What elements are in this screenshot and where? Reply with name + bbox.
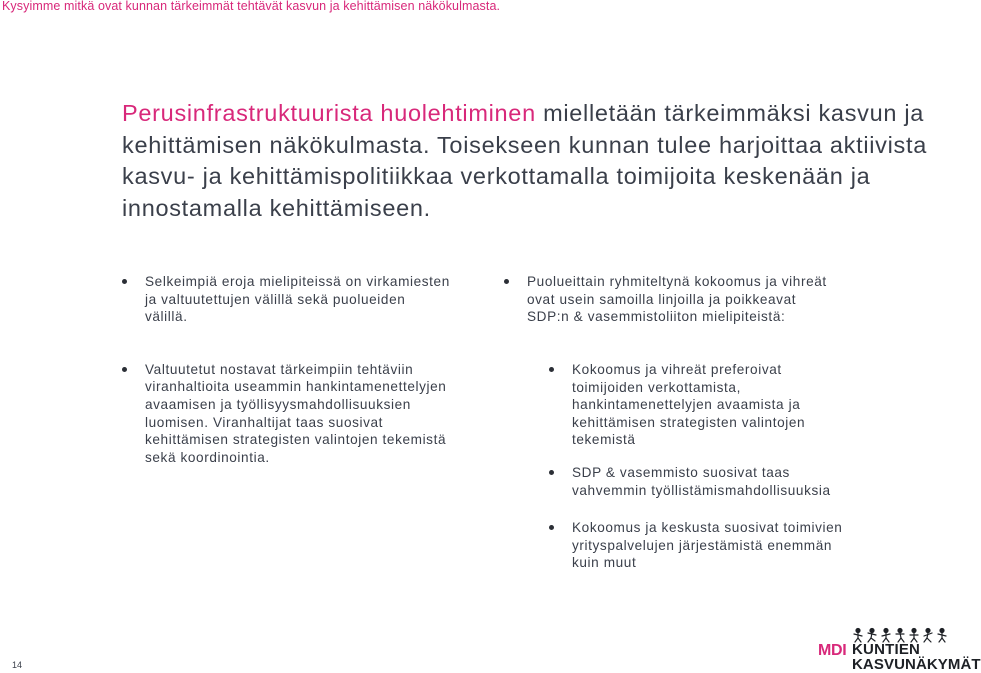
- bullet-icon: [549, 525, 554, 530]
- left-bullet-list: [121, 273, 451, 466]
- logo-line-2: KASVUNÄKYMÄT: [852, 656, 981, 673]
- bullet-icon: [549, 367, 554, 372]
- bullet-icon: [122, 279, 127, 284]
- bullet-text: Kokoomus ja keskusta suosivat toimivien yrityspalvelujen järjestämistä enemmän kuin muut: [572, 520, 843, 571]
- right-sub-bullet-list: [548, 361, 848, 572]
- bullet-icon: [122, 367, 127, 372]
- bullet-icon: [549, 470, 554, 475]
- bullet-text: SDP & vasemmisto suosivat taas vahvemmin työllistämismahdollisuuksia: [572, 464, 831, 498]
- logo-line-1: KUNTIEN: [852, 641, 921, 658]
- top-caption: Kysyimme mitkä ovat kunnan tärkeimmät tehtävät kasvun ja kehittämisen näkökulmasta.: [2, 0, 501, 13]
- headline-highlight: Perusinfrastruktuurista huolehtiminen: [122, 100, 536, 126]
- bullet-text: Puolueittain ryhmiteltynä kokoomus ja vihreät ovat usein samoilla linjoilla ja poikkeavat SDP:n & vasemmistoliiton mielipiteistä:: [527, 274, 827, 325]
- list-item: [548, 361, 848, 449]
- right-bullet-list: [503, 273, 833, 326]
- headline: [122, 98, 952, 224]
- mdi-logo: [818, 628, 981, 673]
- list-item: [121, 273, 451, 326]
- page-number: 14: [12, 660, 23, 670]
- list-item: [503, 273, 833, 326]
- bullet-text: Kokoomus ja vihreät preferoivat toimijoiden verkottamista, hankintamenettelyjen avaamista ja kehittämisen strategisten valintojen tekemistä: [572, 362, 806, 448]
- list-item: [548, 519, 848, 572]
- bullet-text: Valtuutetut nostavat tärkeimpiin tehtäviin viranhaltioita useammin hankintamenettelyjen avaamisen ja työllisyysmahdollisuuksien luomisen. Viranhaltijat taas suosivat kehittämisen strategisten valintojen tekemistä sekä koordinointia.: [145, 361, 447, 465]
- logo-brand: MDI: [818, 642, 847, 659]
- bullet-text: Selkeimpiä eroja mielipiteissä on virkamiesten ja valtuutettujen välillä sekä puolueiden välillä.: [145, 274, 450, 325]
- list-item: [548, 464, 848, 499]
- headline-rest: mielletään tärkeimmäksi kasvun ja kehittämisen näkökulmasta. Toisekseen kunnan tulee harjoittaa aktiivista kasvu- ja kehittämispolitiikkaa verkottamalla toimijoita keskenään ja innostamalla kehittämiseen.: [122, 100, 928, 221]
- bullet-icon: [504, 279, 509, 284]
- people-figures-icon: [852, 628, 958, 642]
- list-item: [121, 361, 451, 467]
